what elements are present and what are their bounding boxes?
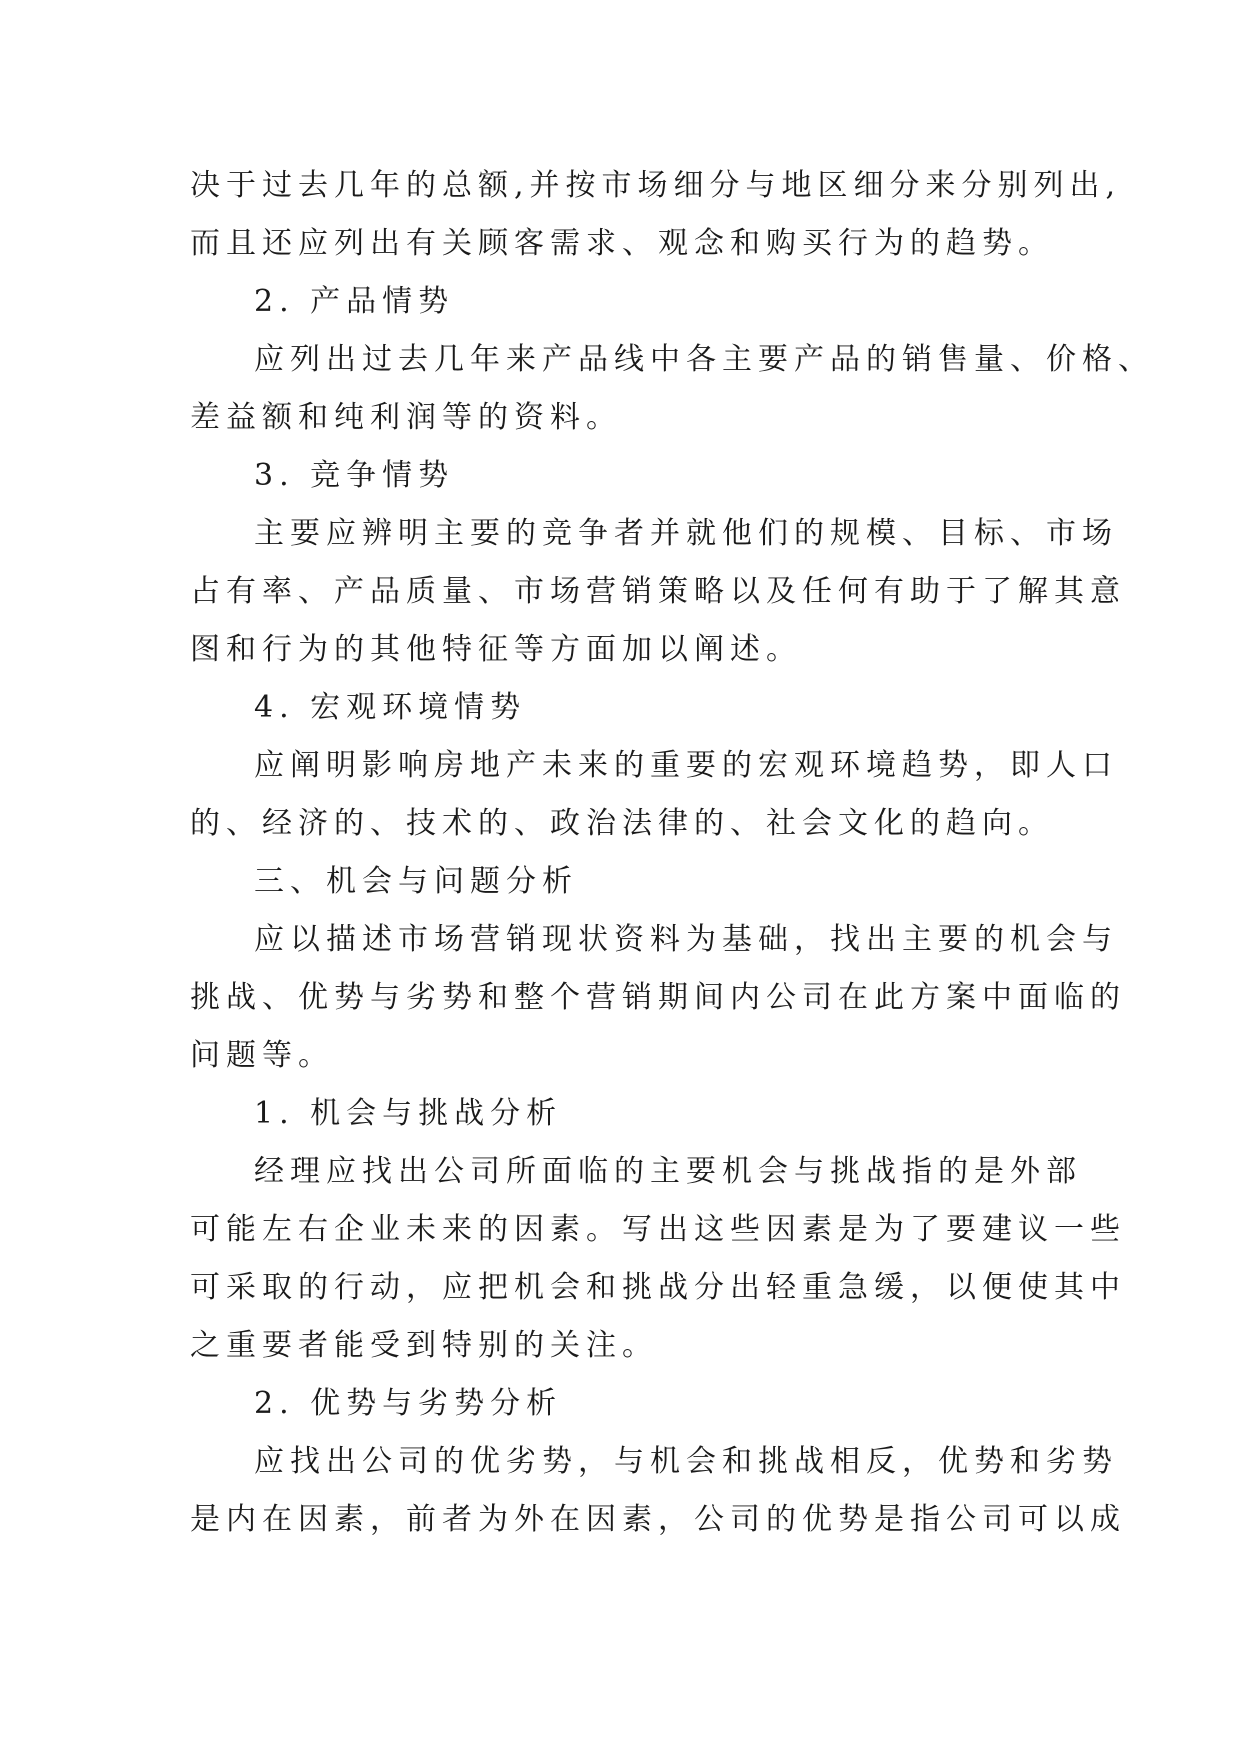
text-line: 可能左右企业未来的因素。写出这些因素是为了要建议一些	[190, 1212, 1126, 1247]
text-line: 差益额和纯利润等的资料。	[190, 400, 622, 435]
text-line: 经理应找出公司所面临的主要机会与挑战指的是外部	[254, 1154, 1082, 1189]
text-line: 可采取的行动，应把机会和挑战分出轻重急缓，以便使其中	[190, 1270, 1126, 1305]
section-heading: 2. 产品情势	[254, 284, 455, 319]
section-heading: 1. 机会与挑战分析	[254, 1096, 563, 1131]
text-line: 主要应辨明主要的竞争者并就他们的规模、目标、市场	[254, 516, 1118, 551]
section-heading: 3. 竞争情势	[254, 458, 455, 493]
text-line: 应列出过去几年来产品线中各主要产品的销售量、价格、	[254, 342, 1154, 377]
text-line: 是内在因素，前者为外在因素，公司的优势是指公司可以成	[190, 1502, 1126, 1537]
text-line: 挑战、优势与劣势和整个营销期间内公司在此方案中面临的	[190, 980, 1126, 1015]
section-heading: 三、机会与问题分析	[254, 864, 578, 899]
text-line: 应找出公司的优劣势，与机会和挑战相反，优势和劣势	[254, 1444, 1118, 1479]
text-line: 之重要者能受到特别的关注。	[190, 1328, 658, 1363]
text-line: 的、经济的、技术的、政治法律的、社会文化的趋向。	[190, 806, 1054, 841]
text-line: 应阐明影响房地产未来的重要的宏观环境趋势，即人口	[254, 748, 1118, 783]
section-heading: 2. 优势与劣势分析	[254, 1386, 563, 1421]
text-line: 应以描述市场营销现状资料为基础，找出主要的机会与	[254, 922, 1118, 957]
text-line: 占有率、产品质量、市场营销策略以及任何有助于了解其意	[190, 574, 1126, 609]
text-line: 决于过去几年的总额,并按市场细分与地区细分来分别列出,	[190, 168, 1122, 203]
section-heading: 4. 宏观环境情势	[254, 690, 527, 725]
text-line: 问题等。	[190, 1038, 334, 1073]
text-line: 图和行为的其他特征等方面加以阐述。	[190, 632, 802, 667]
text-line: 而且还应列出有关顾客需求、观念和购买行为的趋势。	[190, 226, 1054, 261]
